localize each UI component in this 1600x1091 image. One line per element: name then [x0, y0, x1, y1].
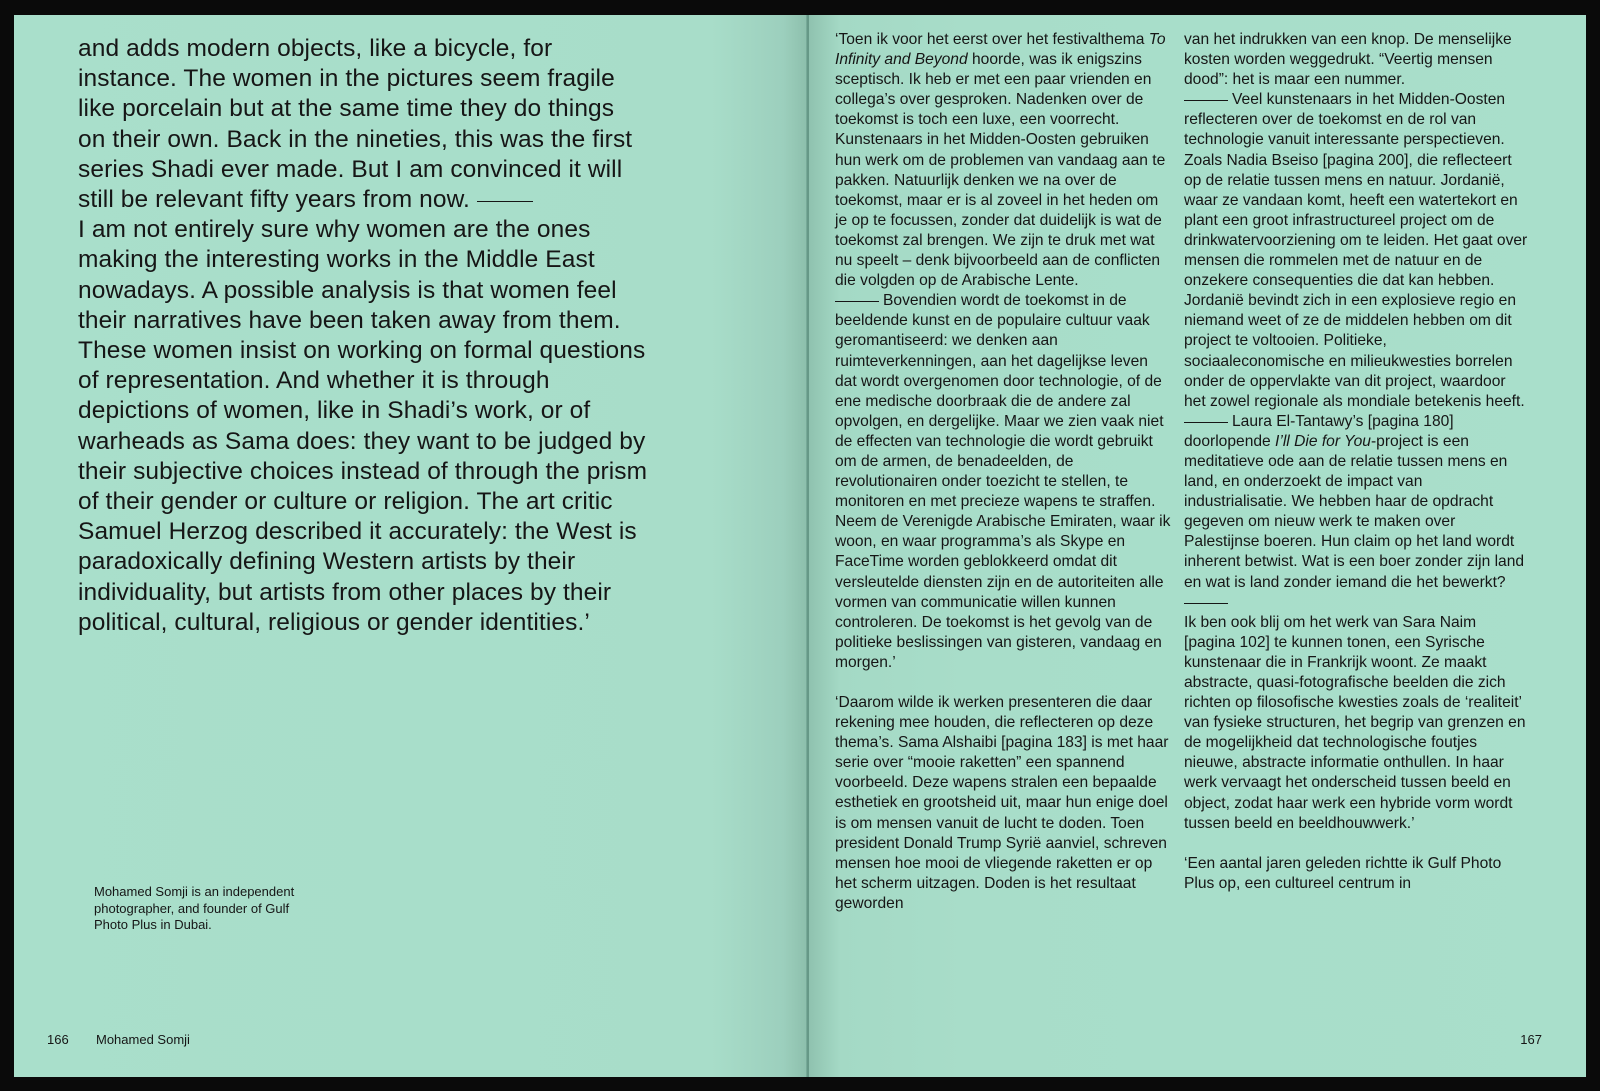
col1-p2-text: Bovendien wordt de toekomst in de beeldende kunst en de populaire cultuur vaak geromantiseerd: we denken aan ruimteverkenningen, aan het dagelijkse leven dat wordt overgenomen door technologie, of de ene medische doorbraak die de andere zal opvolgen, en dergelijke. Maar we zien vaak niet de effecten van technologie die wordt gebruikt om de armen, de benadeelden, de revolutionairen onder toezicht te stellen, te monitoren en met precieze wapens te straffen. Neem de Verenigde Arabische Emiraten, waar ik woon, en waar programma’s als Skype en FaceTime worden geblokkeerd omdat dit versleutelde diensten zijn en de autoriteiten alle vormen van communicatie willen kunnen controleren. De toekomst is het gevolg van de politieke beslissingen van gisteren, vandaag en morgen.’ [835, 292, 1171, 671]
col1-paragraph-2 [835, 291, 1171, 673]
col2-paragraph-4: ‘Een aantal jaren geleden richtte ik Gulf Photo Plus op, een cultureel centrum in [1184, 854, 1502, 892]
col1-paragraph-1 [835, 30, 1171, 291]
author-bio: Mohamed Somji is an independent photographer, and founder of Gulf Photo Plus in Dubai. [94, 884, 295, 932]
left-page [14, 15, 807, 1077]
project-title: I’ll Die for You [1275, 432, 1371, 450]
running-head: Mohamed Somji [96, 1032, 190, 1047]
page-number-right: 167 [1520, 1032, 1542, 1047]
col2-paragraph-1: van het indrukken van een knop. De menselijke kosten worden weggedrukt. “Veertig mensen dood”: het is maar een nummer. [1184, 31, 1512, 89]
col2-p2-text-a: Veel kunstenaars in het Midden-Oosten reflecteren over de toekomst en de rol van technologie vanuit interessante perspectieven. Zoals Nadia Bseiso [pagina 200], die reflecteert op de relatie tussen mens en natuur. Jordanië, waar ze vandaan komt, heeft een watertekort en plant een groot infrastructureel project om de drinkwatervoorziening om te leiden. Het gaat over mensen die rommelen met de natuur en de onzekere consequenties die dat kan hebben. Jordanië bevindt zich in een explosieve regio en niemand weet of ze de middelen hebben om dit project te voltooien. Politieke, sociaaleconomische en milieukwesties borrelen onder de oppervlakte van dit project, waardoor het zowel regionale als mondiale betekenis heeft. [1184, 91, 1528, 410]
paragraph-rule [1184, 603, 1228, 604]
paragraph-gap [1184, 834, 1528, 854]
festival-theme-title: To Infinity and Beyond [835, 31, 1166, 69]
left-paragraph-1-text: and adds modern objects, like a bicycle, for instance. The women in the pictures seem fragile like porcelain but at the same time they do things on their own. Back in the nineties, this was the first series Shadi ever made. But I am convinced it will still be relevant fifty years from now. [78, 35, 633, 214]
paragraph-rule [835, 301, 879, 302]
col1-paragraph-3: ‘Daarom wilde ik werken presenteren die daar rekening mee houden, die reflecteren op deze thema’s. Sama Alshaibi [pagina 183] is met haar serie over “mooie raketten” een spannend voorbeeld. Deze wapens stralen een bepaalde esthetiek en grootsheid uit, maar hun enige doel is om mensen vanuit de lucht te doden. Toen president Donald Trump Syrië aanviel, schreven mensen hoe mooi de vliegende raketten er op het scherm uitzagen. Doden is het resultaat geworden [835, 694, 1169, 912]
paragraph-rule [477, 201, 533, 202]
col2-p2-text-c: -project is een meditatieve ode aan de relatie tussen mens en land, en onderzoekt de impact van industrialisatie. We hebben haar de opdracht gegeven om nieuw werk te maken over Palestijnse boeren. Hun claim op het land wordt inherent betwist. Wat is een boer zonder zijn land en wat is land zonder iemand die het bewerkt? [1184, 432, 1525, 591]
left-paragraph-1 [78, 34, 648, 215]
paragraph-rule [1184, 422, 1228, 423]
book-spread [14, 15, 1586, 1077]
col1-p1-text-a: ‘Toen ik voor het eerst over het festivalthema [835, 31, 1149, 48]
left-paragraph-2: I am not entirely sure why women are the ones making the interesting works in the Middle East nowadays. A possible analysis is that women feel their narratives have been taken away from them. These women insist on working on formal questions of representation. And whether it is through depictions of women, like in Shadi’s work, or of warheads as Sama does: they want to be judged by their subjective choices instead of through the prism of their gender or culture or religion. The art critic Samuel Herzog described it accurately: the West is paradoxically defining Western artists by their individuality, but artists from other places by their political, cultural, religious or gender identities.’ [78, 216, 648, 636]
col2-p2-text-b: Laura El-Tantawy’s [pagina 180] doorlopende [1184, 412, 1454, 450]
paragraph-rule [1184, 100, 1228, 101]
left-page-body [78, 34, 648, 638]
page-number-left: 166 [47, 1032, 69, 1047]
right-column-2 [1184, 30, 1528, 894]
col1-p1-text-b: hoorde, was ik enigszins sceptisch. Ik heb er met een paar vrienden en collega’s over gesproken. Nadenken over de toekomst is toch een luxe, een voorrecht. Kunstenaars in het Midden-Oosten gebruiken hun werk om de problemen van vandaag aan te pakken. Natuurlijk denken we na over de toekomst, maar er is al zoveel in het heden om je op te focussen, zonder dat duidelijk is wat de toekomst zal brengen. We zijn te druk met wat nu speelt – denk bijvoorbeeld aan de conflicten die volgden op de Arabische Lente. [835, 51, 1166, 290]
col2-paragraph-3: Ik ben ook blij om het werk van Sara Naim [pagina 102] te kunnen tonen, een Syrische kunstenaar die in Frankrijk woont. Ze maakt abstracte, quasi-fotografische beelden die zich richten op filosofische kwesties zoals de ‘realiteit’ van fysieke structuren, het begrip van grenzen en de mogelijkheid dat technologische foutjes nieuwe, abstracte informatie onthullen. In haar werk vervaagt het onderscheid tussen beeld en object, zodat haar werk een hybride vorm wordt tussen beeld en beeldhouwwerk.’ [1184, 613, 1526, 832]
paragraph-gap [835, 673, 1171, 693]
right-column-1 [835, 30, 1171, 914]
right-page [809, 15, 1586, 1077]
col2-paragraph-2 [1184, 90, 1528, 612]
